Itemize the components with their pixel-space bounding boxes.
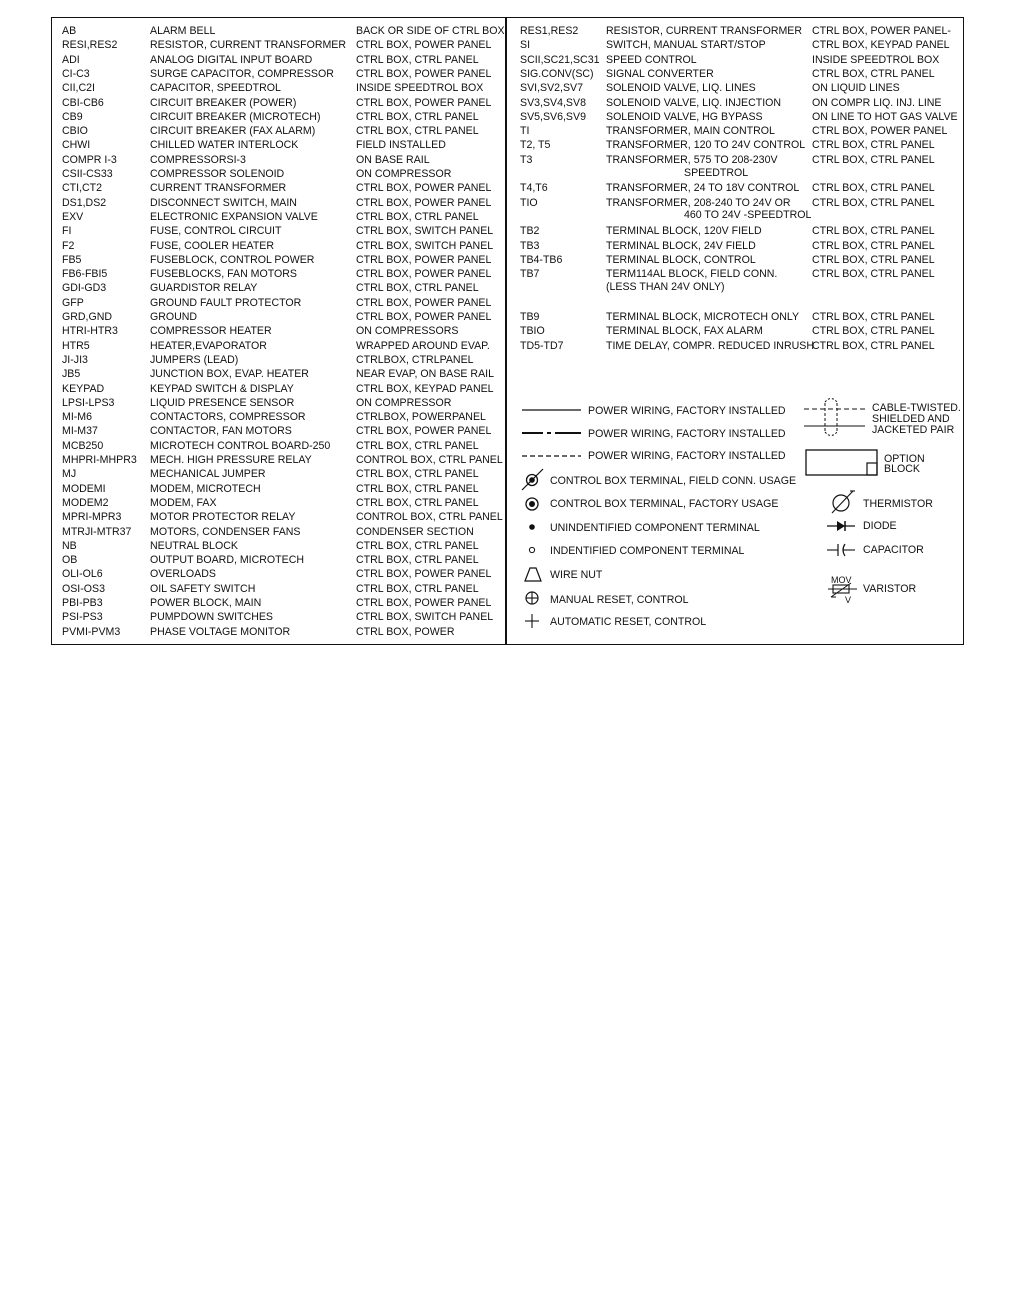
designation: PSI-PS3 xyxy=(62,611,103,624)
location: CTRL BOX, POWER PANEL xyxy=(356,67,492,80)
description: CAPACITOR, SPEEDTROL xyxy=(150,82,281,95)
description: TERMINAL BLOCK, 24V FIELD xyxy=(606,239,756,252)
description: PUMPDOWN SWITCHES xyxy=(150,611,274,624)
varistor-icon xyxy=(827,583,861,603)
designation: OSI-OS3 xyxy=(62,582,105,595)
designation: CB9 xyxy=(62,110,83,123)
description: HEATER,EVAPORATOR xyxy=(150,339,267,352)
description: TERM114AL BLOCK, FIELD CONN. xyxy=(606,268,778,281)
designation: SV5,SV6,SV9 xyxy=(520,110,586,123)
location: CTRL BOX, CTRL PANEL xyxy=(812,268,935,281)
designation: FI xyxy=(62,225,72,238)
designation: MI-M37 xyxy=(62,425,98,438)
location: CTRL BOX, CTRL PANEL xyxy=(812,325,935,338)
designation: CBI-CB6 xyxy=(62,96,104,109)
location: BACK OR SIDE OF CTRL BOX xyxy=(356,25,505,37)
designation: T2, T5 xyxy=(520,139,551,152)
description: OUTPUT BOARD, MICROTECH xyxy=(150,554,305,567)
description: TERMINAL BLOCK, 120V FIELD xyxy=(606,225,762,238)
location: CTRL BOX, POWER PANEL xyxy=(356,568,492,581)
description: COMPRESSOR HEATER xyxy=(150,325,272,338)
designation: CBIO xyxy=(62,125,88,138)
designation: MODEMI xyxy=(62,482,106,495)
description: SIGNAL CONVERTER xyxy=(606,67,714,80)
location: CTRL BOX, SWITCH PANEL xyxy=(356,225,494,238)
description: TIME DELAY, COMPR. REDUCED INRUSH xyxy=(606,339,814,352)
wire-nut-label: WIRE NUT xyxy=(550,569,603,581)
designation: OLI-OL6 xyxy=(62,568,103,581)
location: CTRL BOX, POWER PANEL xyxy=(356,597,492,609)
location: CTRL BOX, POWER PANEL- xyxy=(812,25,951,37)
location: CTRL BOX, POWER PANEL xyxy=(356,425,492,438)
field-terminal-icon xyxy=(520,468,544,492)
designation: GFP xyxy=(62,296,84,309)
description: FUSE, CONTROL CIRCUIT xyxy=(150,225,282,238)
description: MODEM, FAX xyxy=(150,496,217,509)
location: CTRL BOX, KEYPAD PANEL xyxy=(356,382,494,395)
option-label-1: OPTION xyxy=(884,453,925,465)
location: CTRL BOX, CTRL PANEL xyxy=(356,439,479,452)
description: SOLENOID VALVE, LIQ. INJECTION xyxy=(606,96,782,109)
location: CTRL BOX, POWER PANEL xyxy=(812,125,948,138)
description: TERMINAL BLOCK, MICROTECH ONLY xyxy=(606,311,800,323)
description: COMPRESSOR SOLENOID xyxy=(150,168,285,180)
location: CTRL BOX, KEYPAD PANEL xyxy=(812,39,950,52)
location: CTRL BOX, CTRL PANEL xyxy=(356,282,479,295)
thermistor-label: THERMISTOR xyxy=(863,498,933,510)
designation: MCB250 xyxy=(62,439,104,452)
capacitor-icon xyxy=(826,542,856,558)
unidentified-terminal-icon xyxy=(527,522,537,532)
description: TRANSFORMER, 208-240 TO 24V OR xyxy=(606,196,791,209)
location: CTRLBOX, POWERPANEL xyxy=(356,411,486,424)
description: FUSE, COOLER HEATER xyxy=(150,239,275,252)
capacitor-label: CAPACITOR xyxy=(863,544,924,556)
description: TRANSFORMER, 575 TO 208-230V xyxy=(606,153,778,166)
location: ON BASE RAIL xyxy=(356,153,430,166)
description: CONTACTORS, COMPRESSOR xyxy=(150,411,306,424)
wiring-dashed-label: POWER WIRING, FACTORY INSTALLED xyxy=(588,450,786,462)
location: CTRL BOX, CTRL PANEL xyxy=(356,582,479,595)
t10-continuation: 460 TO 24V -SPEEDTROL xyxy=(684,209,812,221)
description: MODEM, MICROTECH xyxy=(150,482,261,495)
location: CTRL BOX, CTRL PANEL xyxy=(356,125,479,138)
location: ON LINE TO HOT GAS VALVE xyxy=(812,110,958,123)
description: LIQUID PRESENCE SENSOR xyxy=(150,396,295,409)
designation: TBIO xyxy=(520,325,545,338)
factory-terminal-icon xyxy=(524,496,542,514)
manual-reset-label: MANUAL RESET, CONTROL xyxy=(550,594,689,606)
cable-label-2: SHIELDED AND xyxy=(872,413,950,425)
location: CONTROL BOX, CTRL PANEL xyxy=(356,454,503,466)
description: DISCONNECT SWITCH, MAIN xyxy=(150,196,297,209)
designation: CSII-CS33 xyxy=(62,168,113,180)
varistor-label: VARISTOR xyxy=(863,583,917,595)
description: CIRCUIT BREAKER (POWER) xyxy=(150,96,297,109)
description: POWER BLOCK, MAIN xyxy=(150,597,262,609)
location: CTRL BOX, CTRL PANEL xyxy=(812,339,935,352)
description: COMPRESSORSI-3 xyxy=(150,153,246,166)
location: CTRL BOX, CTRL PANEL xyxy=(356,468,479,481)
description: TRANSFORMER, MAIN CONTROL xyxy=(606,125,775,138)
description: MOTOR PROTECTOR RELAY xyxy=(150,511,296,524)
designation: TIO xyxy=(520,196,538,209)
designation: CTI,CT2 xyxy=(62,182,103,195)
location: CTRL BOX, CTRL PANEL xyxy=(356,539,479,552)
v-label: V xyxy=(845,595,852,605)
designation: JB5 xyxy=(62,368,81,381)
location: CONDENSER SECTION xyxy=(356,525,474,538)
designation: TB7 xyxy=(520,268,540,281)
shielded-cable-icon xyxy=(803,394,867,440)
designation: MODEM2 xyxy=(62,496,109,509)
location: CTRL BOX, POWER PANEL xyxy=(356,39,492,52)
designation: ADI xyxy=(62,53,80,66)
designation: CHWI xyxy=(62,139,91,152)
cable-label-3: JACKETED PAIR xyxy=(872,424,955,436)
tb7-continuation: (LESS THAN 24V ONLY) xyxy=(606,281,725,293)
location: CTRL BOX, CTRL PANEL xyxy=(812,182,935,195)
description: JUNCTION BOX, EVAP. HEATER xyxy=(150,368,309,381)
location: ON COMPRESSOR xyxy=(356,168,452,180)
description: SWITCH, MANUAL START/STOP xyxy=(606,39,766,52)
designation: GRD,GND xyxy=(62,311,113,323)
designation: MTRJI-MTR37 xyxy=(62,525,132,538)
designation: OB xyxy=(62,554,78,567)
designation: FB6-FBI5 xyxy=(62,268,108,281)
location: CTRL BOX, POWER PANEL xyxy=(356,311,492,323)
description: ELECTRONIC EXPANSION VALVE xyxy=(150,210,318,223)
description: GUARDISTOR RELAY xyxy=(150,282,258,295)
location: CTRL BOX, CTRL PANEL xyxy=(812,311,935,323)
designation: TB3 xyxy=(520,239,540,252)
identified-terminal-label: INDENTIFIED COMPONENT TERMINAL xyxy=(550,545,745,557)
location: CTRL BOX, SWITCH PANEL xyxy=(356,611,494,624)
location: CTRL BOX, CTRL PANEL xyxy=(356,210,479,223)
description: FUSEBLOCK, CONTROL POWER xyxy=(150,253,315,266)
designation: SVI,SV2,SV7 xyxy=(520,82,584,95)
description: MECHANICAL JUMPER xyxy=(150,468,266,481)
description: MOTORS, CONDENSER FANS xyxy=(150,525,301,538)
location: ON COMPRESSOR xyxy=(356,396,452,409)
designation: F2 xyxy=(62,239,75,252)
location: NEAR EVAP, ON BASE RAIL xyxy=(356,368,494,381)
location: CTRL BOX, CTRL PANEL xyxy=(356,110,479,123)
location: CTRL BOX, POWER PANEL xyxy=(356,296,492,309)
designation: GDI-GD3 xyxy=(62,282,107,295)
designation: LPSI-LPS3 xyxy=(62,396,115,409)
designation: EXV xyxy=(62,210,84,223)
designation: SCII,SC21,SC31 xyxy=(520,53,600,66)
designation: T4,T6 xyxy=(520,182,548,195)
description: MICROTECH CONTROL BOARD-250 xyxy=(150,439,331,452)
designation: JI-JI3 xyxy=(62,353,88,366)
designation: CI-C3 xyxy=(62,67,90,80)
description: GROUND xyxy=(150,311,198,323)
designation: COMPR I-3 xyxy=(62,153,117,166)
location: CTRL BOX, POWER xyxy=(356,625,455,638)
designation: HTR5 xyxy=(62,339,90,352)
designation: MI-M6 xyxy=(62,411,93,424)
designation: TB4-TB6 xyxy=(520,253,563,266)
location: ON COMPRESSORS xyxy=(356,325,459,338)
location: CTRL BOX, CTRL PANEL xyxy=(812,225,935,238)
description: SOLENOID VALVE, LIQ. LINES xyxy=(606,82,756,95)
description: PHASE VOLTAGE MONITOR xyxy=(150,625,291,638)
location: CTRL BOX, CTRL PANEL xyxy=(812,139,935,152)
description: TERMINAL BLOCK, CONTROL xyxy=(606,253,756,266)
wiring-dashdot-label: POWER WIRING, FACTORY INSTALLED xyxy=(588,428,786,440)
location: CTRL BOX, CTRL PANEL xyxy=(812,196,935,209)
description: CONTACTOR, FAN MOTORS xyxy=(150,425,292,438)
designation: TB9 xyxy=(520,311,540,323)
t3-continuation: SPEEDTROL xyxy=(684,167,749,179)
designation: RESI,RES2 xyxy=(62,39,118,52)
option-block-icon xyxy=(805,449,879,477)
location: FIELD INSTALLED xyxy=(356,139,446,152)
designation: MHPRI-MHPR3 xyxy=(62,454,137,466)
designation: HTRI-HTR3 xyxy=(62,325,118,338)
thermistor-icon xyxy=(829,487,859,515)
identified-terminal-icon xyxy=(527,545,537,555)
designation: AB xyxy=(62,25,77,37)
location: WRAPPED AROUND EVAP. xyxy=(356,339,490,352)
description: RESISTOR, CURRENT TRANSFORMER xyxy=(150,39,347,52)
designation: PBI-PB3 xyxy=(62,597,103,609)
designation: RES1,RES2 xyxy=(520,25,579,37)
description: MECH. HIGH PRESSURE RELAY xyxy=(150,454,312,466)
terminal-field-label: CONTROL BOX TERMINAL, FIELD CONN. USAGE xyxy=(550,475,797,487)
description: GROUND FAULT PROTECTOR xyxy=(150,296,302,309)
designation: CII,C2I xyxy=(62,82,95,95)
diode-icon xyxy=(826,518,856,534)
location: CTRL BOX, POWER PANEL xyxy=(356,196,492,209)
designation: NB xyxy=(62,539,77,552)
terminal-factory-label: CONTROL BOX TERMINAL, FACTORY USAGE xyxy=(550,498,779,510)
designation: DS1,DS2 xyxy=(62,196,107,209)
designation: FB5 xyxy=(62,253,82,266)
designation: TB2 xyxy=(520,225,540,238)
location: CTRL BOX, SWITCH PANEL xyxy=(356,239,494,252)
location: CTRL BOX, CTRL PANEL xyxy=(356,554,479,567)
auto-reset-icon xyxy=(524,613,542,631)
description: CIRCUIT BREAKER (FAX ALARM) xyxy=(150,125,316,138)
designation: KEYPAD xyxy=(62,382,105,395)
location: CTRL BOX, CTRL PANEL xyxy=(356,496,479,509)
description: NEUTRAL BLOCK xyxy=(150,539,238,552)
column-divider xyxy=(505,17,507,645)
description: SURGE CAPACITOR, COMPRESSOR xyxy=(150,67,334,80)
description: TERMINAL BLOCK, FAX ALARM xyxy=(606,325,763,338)
mov-label: MOV xyxy=(831,575,852,585)
location: CONTROL BOX, CTRL PANEL xyxy=(356,511,503,524)
designation: SIG.CONV(SC) xyxy=(520,67,594,80)
location: CTRL BOX, POWER PANEL xyxy=(356,96,492,109)
wire-nut-icon xyxy=(523,566,543,583)
location: CTRL BOX, POWER PANEL xyxy=(356,268,492,281)
location: INSIDE SPEEDTROL BOX xyxy=(356,82,484,95)
description: JUMPERS (LEAD) xyxy=(150,353,239,366)
designation: T3 xyxy=(520,153,533,166)
designation: SV3,SV4,SV8 xyxy=(520,96,586,109)
location: CTRL BOX, CTRL PANEL xyxy=(812,253,935,266)
description: TRANSFORMER, 120 TO 24V CONTROL xyxy=(606,139,806,152)
location: CTRL BOX, CTRL PANEL xyxy=(356,482,479,495)
diode-label: DIODE xyxy=(863,520,897,532)
designation: MJ xyxy=(62,468,77,481)
description: CHILLED WATER INTERLOCK xyxy=(150,139,299,152)
location: CTRLBOX, CTRLPANEL xyxy=(356,353,474,366)
description: SPEED CONTROL xyxy=(606,53,697,66)
description: OVERLOADS xyxy=(150,568,216,581)
manual-reset-icon xyxy=(524,590,542,608)
description: ALARM BELL xyxy=(150,25,216,37)
description: TRANSFORMER, 24 TO 18V CONTROL xyxy=(606,182,800,195)
location: CTRL BOX, POWER PANEL xyxy=(356,253,492,266)
description: FUSEBLOCKS, FAN MOTORS xyxy=(150,268,297,281)
designation: TI xyxy=(520,125,530,138)
wiring-lines-icon xyxy=(521,404,583,474)
location: CTRL BOX, POWER PANEL xyxy=(356,182,492,195)
unidentified-terminal-label: UNINDENTIFIED COMPONENT TERMINAL xyxy=(550,522,760,534)
designation: TD5-TD7 xyxy=(520,339,564,352)
location: CTRL BOX, CTRL PANEL xyxy=(812,239,935,252)
description: CIRCUIT BREAKER (MICROTECH) xyxy=(150,110,321,123)
wiring-solid-label: POWER WIRING, FACTORY INSTALLED xyxy=(588,405,786,417)
description: RESISTOR, CURRENT TRANSFORMER xyxy=(606,25,803,37)
description: ANALOG DIGITAL INPUT BOARD xyxy=(150,53,313,66)
location: ON COMPR LIQ. INJ. LINE xyxy=(812,96,942,109)
location: CTRL BOX, CTRL PANEL xyxy=(812,153,935,166)
description: KEYPAD SWITCH & DISPLAY xyxy=(150,382,294,395)
description: OIL SAFETY SWITCH xyxy=(150,582,256,595)
designation: SI xyxy=(520,39,531,52)
location: INSIDE SPEEDTROL BOX xyxy=(812,53,940,66)
location: CTRL BOX, CTRL PANEL xyxy=(356,53,479,66)
cable-label-1: CABLE-TWISTED. xyxy=(872,402,961,414)
location: CTRL BOX, CTRL PANEL xyxy=(812,67,935,80)
location: ON LIQUID LINES xyxy=(812,82,900,95)
auto-reset-label: AUTOMATIC RESET, CONTROL xyxy=(550,616,707,628)
description: CURRENT TRANSFORMER xyxy=(150,182,287,195)
option-label-2: BLOCK xyxy=(884,463,920,475)
designation: PVMI-PVM3 xyxy=(62,625,121,638)
designation: MPRI-MPR3 xyxy=(62,511,122,524)
description: SOLENOID VALVE, HG BYPASS xyxy=(606,110,763,123)
